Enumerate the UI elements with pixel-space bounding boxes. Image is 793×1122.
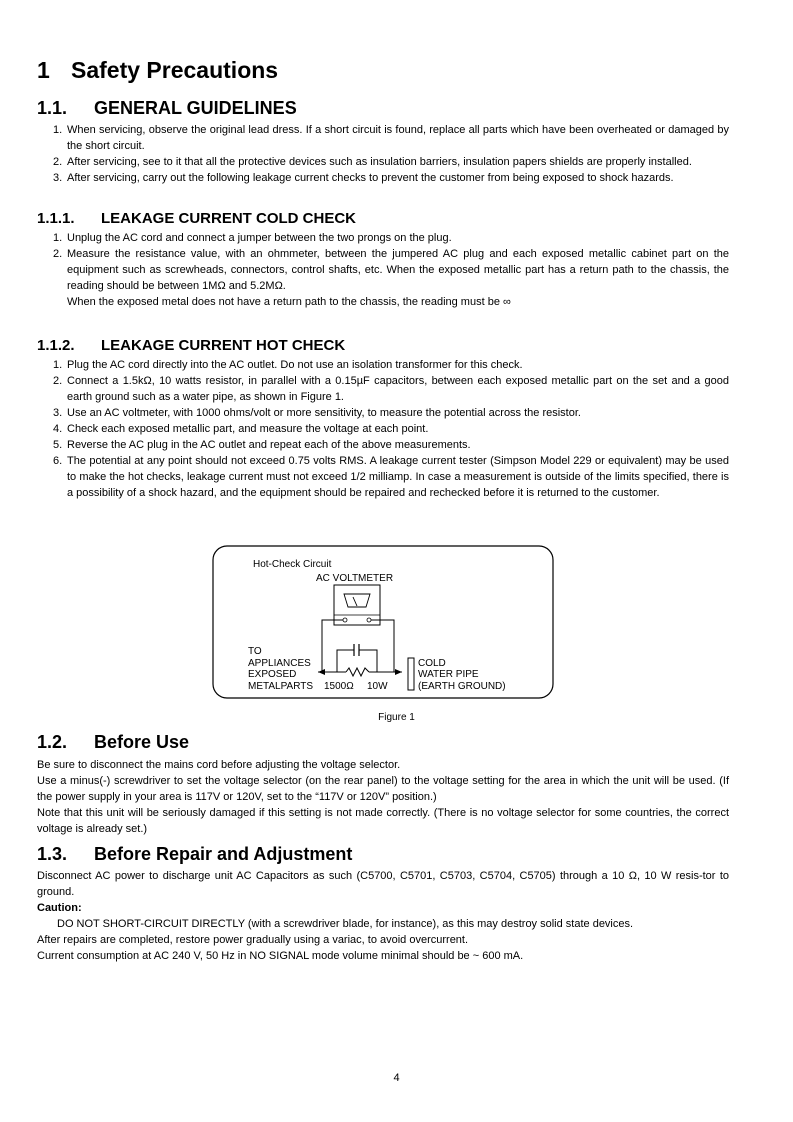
list-item <box>53 373 729 405</box>
meter-icon <box>344 594 370 607</box>
paragraph-line: After repairs are completed, restore power gradually using a variac, to avoid overcurrent. <box>37 934 469 946</box>
list-item <box>53 421 729 437</box>
item-number: 2. <box>53 248 63 260</box>
section-title: Before Use <box>94 732 190 752</box>
hot-check-circuit-diagram <box>212 545 554 700</box>
to-label: TO <box>248 646 262 657</box>
item-text: Use an AC voltmeter, with 1000 ohms/volt or more sensitivity, to measure the potential across the resistor. <box>67 407 581 419</box>
metalparts-label: METALPARTS <box>248 681 314 692</box>
list-item <box>53 154 729 170</box>
circuit-title: Hot-Check Circuit <box>253 559 332 570</box>
item-number: 4. <box>53 423 63 435</box>
item-text: When servicing, observe the original lead dress. If a short circuit is found, replace all parts which have been overheated or damaged by the short circuit. <box>67 124 729 152</box>
page-number: 4 <box>393 1072 400 1084</box>
voltmeter-label: AC VOLTMETER <box>316 573 394 584</box>
chapter-number: 1 <box>37 57 50 83</box>
paragraph-line: Be sure to disconnect the mains cord before adjusting the voltage selector. <box>37 759 401 771</box>
hot-check-list <box>53 357 729 501</box>
section-general-guidelines-heading <box>37 98 297 119</box>
list-item <box>53 246 729 310</box>
section-title: LEAKAGE CURRENT HOT CHECK <box>101 337 346 354</box>
before-repair-text <box>37 868 729 964</box>
item-number: 3. <box>53 407 63 419</box>
water-pipe-label: WATER PIPE <box>418 669 479 680</box>
item-number: 6. <box>53 455 63 467</box>
item-number: 1. <box>53 124 63 136</box>
item-number: 1. <box>53 359 63 371</box>
section-number: 1.2. <box>37 732 68 752</box>
appliances-label: APPLIANCES <box>248 658 311 669</box>
list-item <box>53 357 729 373</box>
chapter-title <box>37 57 278 84</box>
section-number: 1.1.1. <box>37 210 75 227</box>
section-number: 1.3. <box>37 844 68 864</box>
voltmeter-terminal <box>367 618 371 622</box>
resistor-value-label: 1500Ω <box>324 681 354 692</box>
list-item <box>53 170 729 186</box>
resistor-symbol <box>346 668 369 676</box>
list-item <box>53 230 729 246</box>
paragraph-line: Note that this unit will be seriously damaged if this setting is not made correctly. (There is no voltage selector for some countries, the correct voltage is already set.) <box>37 807 729 835</box>
arrowhead-right <box>395 669 402 675</box>
before-use-text <box>37 757 729 837</box>
item-text: Reverse the AC plug in the AC outlet and repeat each of the above measurements. <box>67 439 471 451</box>
section-title: GENERAL GUIDELINES <box>94 98 297 118</box>
section-number: 1.1. <box>37 98 68 118</box>
item-number: 2. <box>53 375 63 387</box>
water-pipe-icon <box>408 658 414 690</box>
watts-label: 10W <box>367 681 388 692</box>
voltmeter-lead-left <box>322 620 343 672</box>
list-item <box>53 453 729 501</box>
earth-ground-label: (EARTH GROUND) <box>418 681 506 692</box>
paragraph-line: Use a minus(-) screwdriver to set the voltage selector (on the rear panel) to the voltage setting for the area in which the unit will be used. (If the power supply in your area is 117V or 120V, set to the “117V or 120V” position.) <box>37 775 729 803</box>
voltmeter-lead-right <box>371 620 394 672</box>
section-title: Before Repair and Adjustment <box>94 844 353 864</box>
general-guidelines-list <box>53 122 729 186</box>
section-title: LEAKAGE CURRENT COLD CHECK <box>101 210 356 227</box>
item-number: 1. <box>53 232 63 244</box>
item-text-continued: When the exposed metal does not have a return path to the chassis, the reading must be ∞ <box>67 296 511 308</box>
cold-label: COLD <box>418 658 446 669</box>
section-cold-check-heading <box>37 210 356 227</box>
paragraph-line: Current consumption at AC 240 V, 50 Hz in NO SIGNAL mode volume minimal should be ~ 600 mA. <box>37 950 524 962</box>
item-number: 3. <box>53 172 63 184</box>
cold-check-list <box>53 230 729 310</box>
item-text: After servicing, see to it that all the protective devices such as insulation barriers, insulation papers shields are properly installed. <box>67 156 692 168</box>
item-text: Check each exposed metallic part, and measure the voltage at each point. <box>67 423 429 435</box>
exposed-label: EXPOSED <box>248 669 297 680</box>
list-item <box>53 405 729 421</box>
list-item <box>53 437 729 453</box>
item-number: 5. <box>53 439 63 451</box>
section-before-use-heading <box>37 732 189 753</box>
list-item <box>53 122 729 154</box>
figure-caption: Figure 1 <box>378 712 415 723</box>
section-before-repair-heading <box>37 844 352 865</box>
voltmeter-terminal <box>343 618 347 622</box>
caution-label: Caution: <box>37 902 82 914</box>
item-text: Connect a 1.5kΩ, 10 watts resistor, in parallel with a 0.15µF capacitors, between each exposed metallic part on the set and a good earth ground such as a water pipe, as shown in Figure 1. <box>67 375 729 403</box>
caution-text: DO NOT SHORT-CIRCUIT DIRECTLY (with a screwdriver blade, for instance), as this may destroy solid state devices. <box>57 918 634 930</box>
paragraph-line: Disconnect AC power to discharge unit AC Capacitors as such (C5700, C5701, C5703, C5704, C5705) through a 10 Ω, 10 W resis-tor to ground. <box>37 870 729 898</box>
item-number: 2. <box>53 156 63 168</box>
item-text: Measure the resistance value, with an ohmmeter, between the jumpered AC plug and each exposed metallic cabinet part on the equipment such as screwheads, connectors, control shafts, etc. When the exposed metallic part has a return path to the chassis, the reading should be between 1MΩ and 5.2MΩ. <box>67 248 729 292</box>
section-hot-check-heading <box>37 337 345 354</box>
item-text: Unplug the AC cord and connect a jumper between the two prongs on the plug. <box>67 232 452 244</box>
section-number: 1.1.2. <box>37 337 75 354</box>
item-text: After servicing, carry out the following leakage current checks to prevent the customer from being exposed to shock hazards. <box>67 172 674 184</box>
item-text: The potential at any point should not exceed 0.75 volts RMS. A leakage current tester (Simpson Model 229 or equivalent) may be used to make the hot checks, leakage current must not exceed 1/2 milliamp. In case a measurement is outside of the limits specified, there is a possibility of a shock hazard, and the equipment should be repaired and rechecked before it is returned to the customer. <box>67 455 729 499</box>
chapter-title-text: Safety Precautions <box>71 57 279 83</box>
item-text: Plug the AC cord directly into the AC outlet. Do not use an isolation transformer for this check. <box>67 359 523 371</box>
